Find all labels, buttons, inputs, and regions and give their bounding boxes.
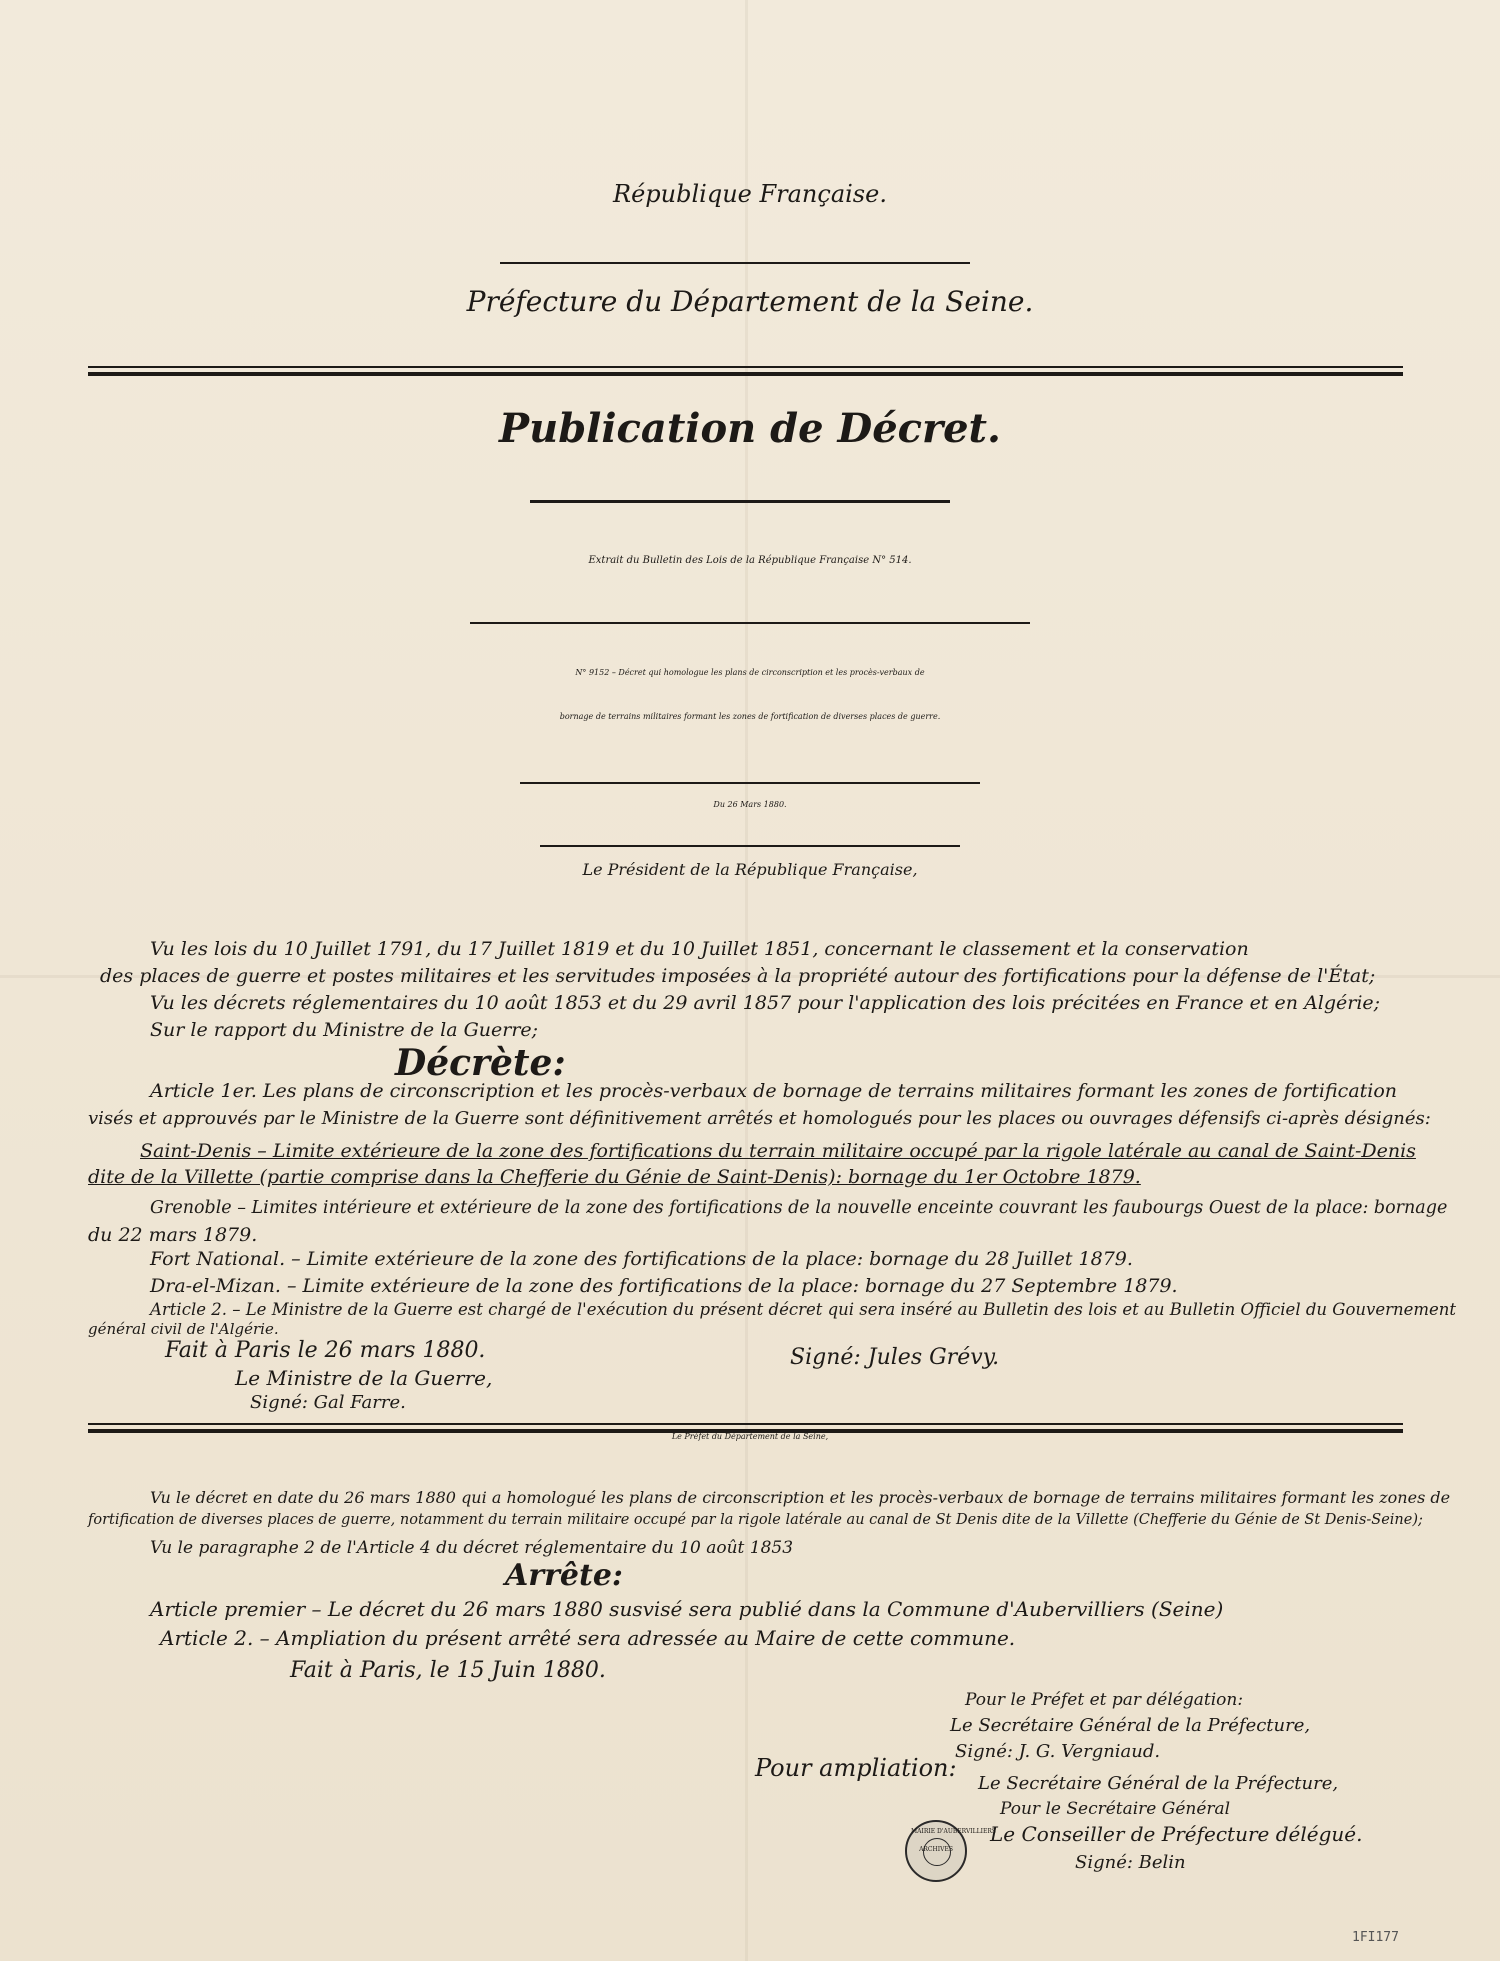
rule-3 xyxy=(530,500,950,503)
decree-vu-1b: des places de guerre et postes militaires et les servitudes imposées à la propriété autour des fortifications pour la défense de l'État; xyxy=(100,965,1376,987)
saint-denis-line-a: Saint-Denis – Limite extérieure de la zone des fortifications du terrain militaire occupé par la rigole latérale au canal de Saint-Denis xyxy=(140,1140,1416,1162)
president-heading: Le Président de la République Française, xyxy=(582,860,918,879)
arrete-heading: Arrête: xyxy=(505,1558,623,1593)
grenoble-line-b: du 22 mars 1879. xyxy=(88,1224,258,1246)
signature-line-6: Le Conseiller de Préfecture délégué. xyxy=(990,1822,1363,1846)
stamp-center-text: ARCHIVES xyxy=(919,1846,953,1853)
publication-title: Publication de Décret. xyxy=(499,405,1001,452)
signature-line-4: Le Secrétaire Général de la Préfecture, xyxy=(978,1773,1339,1794)
grenoble-line-a: Grenoble – Limites intérieure et extérieure de la zone des fortifications de la nouvelle enceinte couvrant les faubourgs Ouest de la place: bornage xyxy=(150,1198,1448,1218)
decrete-heading: Décrète: xyxy=(395,1042,566,1084)
rule-1 xyxy=(500,262,970,264)
prefet-vu-1a: Vu le décret en date du 26 mars 1880 qui a homologué les plans de circonscription et les procès-verbaux de bornage de terrains militaires formant les zones de xyxy=(150,1488,1451,1507)
bulletin-heading: Extrait du Bulletin des Lois de la République Française N° 514. xyxy=(588,555,912,566)
decree-fait: Fait à Paris le 26 mars 1880. xyxy=(165,1338,486,1363)
rule-2b xyxy=(88,372,1403,376)
prefecture-heading: Préfecture du Département de la Seine. xyxy=(466,285,1034,318)
rule-6 xyxy=(540,845,960,847)
pour-ampliation: Pour ampliation: xyxy=(755,1754,957,1782)
signature-minister: Signé: Gal Farre. xyxy=(250,1392,406,1413)
rule-7a xyxy=(88,1423,1403,1425)
archives-stamp xyxy=(905,1820,997,1882)
signature-president: Signé: Jules Grévy. xyxy=(790,1345,1000,1370)
prefet-fait: Fait à Paris, le 15 Juin 1880. xyxy=(290,1658,606,1683)
rule-2a xyxy=(88,366,1403,368)
prefet-article-1: Article premier – Le décret du 26 mars 1880 susvisé sera publié dans la Commune d'Aubervilliers (Seine) xyxy=(150,1597,1224,1621)
rule-4 xyxy=(470,622,1030,624)
republic-heading: République Française. xyxy=(613,180,887,208)
saint-denis-line-b: dite de la Villette (partie comprise dans la Chefferie du Génie de Saint-Denis): bornage du 1er Octobre 1879. xyxy=(88,1166,1141,1188)
prefet-vu-2: Vu le paragraphe 2 de l'Article 4 du décret réglementaire du 10 août 1853 xyxy=(150,1538,794,1558)
decree-title-line1: N° 9152 – Décret qui homologue les plans de circonscription et les procès-verbaux de xyxy=(575,668,925,677)
signature-line-3: Signé: J. G. Vergniaud. xyxy=(955,1741,1161,1762)
prefet-vu-1b: fortification de diverses places de guerre, notamment du terrain militaire occupé par la rigole latérale au canal de St Denis dite de la Villette (Chefferie du Génie de St Denis-Seine); xyxy=(88,1512,1423,1528)
minister-title: Le Ministre de la Guerre, xyxy=(235,1366,493,1390)
signature-line-1: Pour le Préfet et par délégation: xyxy=(965,1690,1244,1710)
decree-title-line2: bornage de terrains militaires formant les zones de fortification de diverses places de guerre. xyxy=(559,712,941,721)
decree-vu-3: Sur le rapport du Ministre de la Guerre; xyxy=(150,1019,539,1041)
article-1-line-a: Article 1er. Les plans de circonscription et les procès-verbaux de bornage de terrains militaires formant les zones de fortification xyxy=(150,1080,1398,1102)
article-2-line-b: général civil de l'Algérie. xyxy=(88,1320,279,1338)
signature-line-5: Pour le Secrétaire Général xyxy=(1000,1799,1231,1819)
fort-national-line: Fort National. – Limite extérieure de la zone des fortifications de la place: bornage du 28 Juillet 1879. xyxy=(150,1248,1133,1270)
prefet-article-2: Article 2. – Ampliation du présent arrêté sera adressée au Maire de cette commune. xyxy=(160,1626,1016,1650)
article-1-line-b: visés et approuvés par le Ministre de la Guerre sont définitivement arrêtés et homologués pour les places ou ouvrages défensifs ci-après désignés: xyxy=(88,1108,1431,1129)
dra-el-mizan-line: Dra-el-Mizan. – Limite extérieure de la zone des fortifications de la place: bornage du 27 Septembre 1879. xyxy=(150,1275,1178,1297)
decree-vu-1a: Vu les lois du 10 Juillet 1791, du 17 Juillet 1819 et du 10 Juillet 1851, concernant le classement et la conservation xyxy=(150,938,1249,960)
archive-reference: 1FI177 xyxy=(1352,1930,1399,1945)
decree-vu-2: Vu les décrets réglementaires du 10 août 1853 et du 29 avril 1857 pour l'application des lois précitées en France et en Algérie; xyxy=(150,992,1381,1014)
decree-date: Du 26 Mars 1880. xyxy=(713,800,787,809)
prefet-heading: Le Préfet du Département de la Seine, xyxy=(671,1432,829,1441)
stamp-ring-text: MAIRIE D'AUBERVILLIERS xyxy=(911,1828,997,1835)
article-2-line-a: Article 2. – Le Ministre de la Guerre est chargé de l'exécution du présent décret qui sera inséré au Bulletin des lois et au Bulletin Officiel du Gouvernement xyxy=(150,1300,1457,1319)
signature-line-2: Le Secrétaire Général de la Préfecture, xyxy=(950,1715,1311,1736)
rule-5 xyxy=(520,782,980,784)
signature-line-7: Signé: Belin xyxy=(1075,1852,1186,1873)
